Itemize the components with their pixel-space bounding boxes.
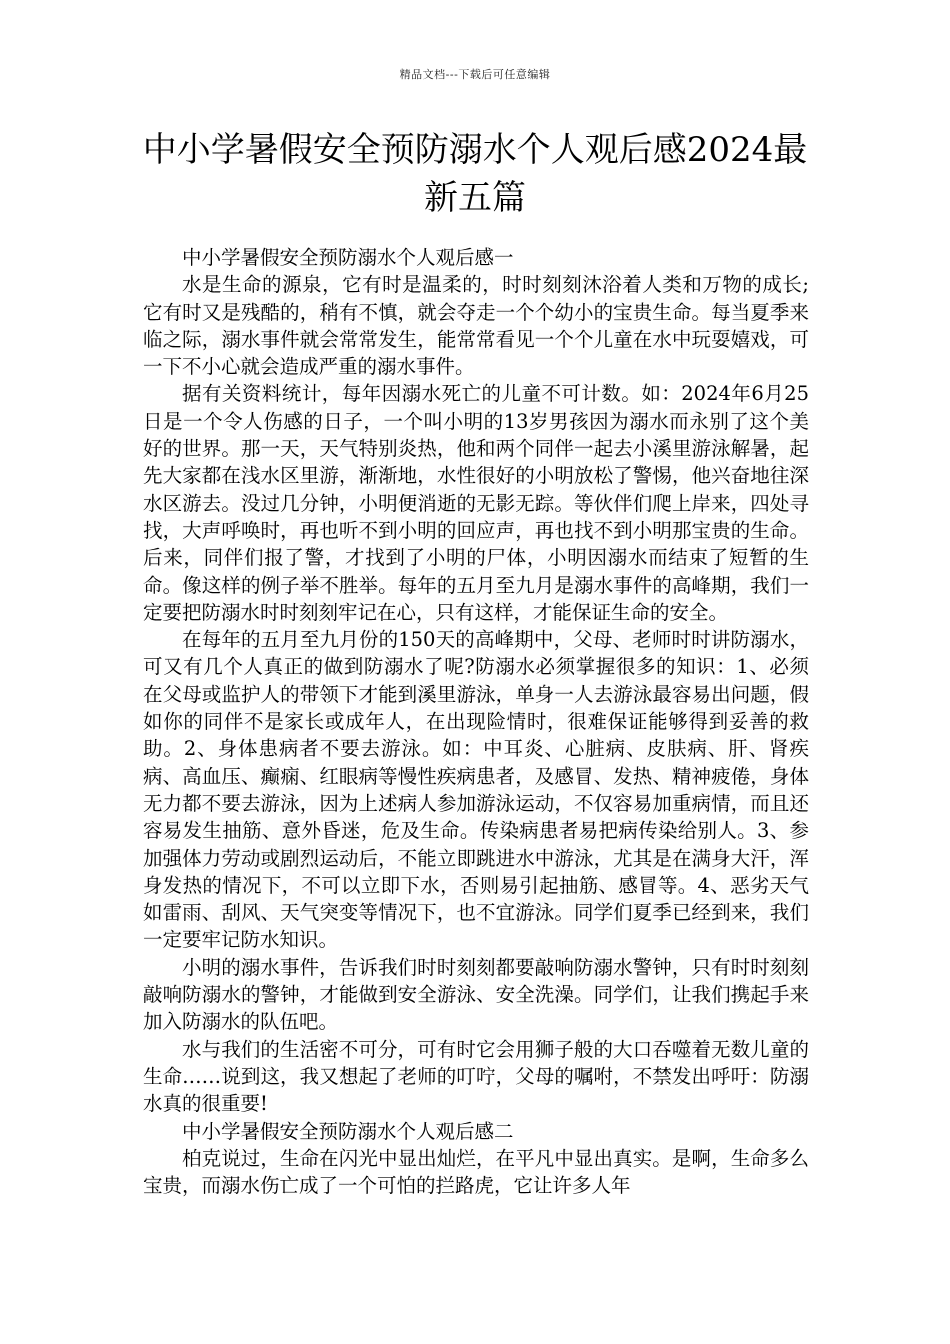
header-note: 精品文档---下载后可任意编辑 [399,68,551,81]
document-body [143,244,809,1199]
document-title: 中小学暑假安全预防溺水个人观后感2024最新五篇 [142,130,808,218]
paragraph: 在每年的五月至九月份的150天的高峰期中，父母、老师时时讲防溺水，可又有几个人真正的做到防溺水了呢?防溺水必须掌握很多的知识：1、必须在父母或监护人的带领下才能到溪里游泳，单身一人去游泳最容易出问题，假如你的同伴不是家长或成年人，在出现险情时，很难保证能够得到妥善的救助。2、身体患病者不要去游泳。如：中耳炎、心脏病、皮肤病、肝、肾疾病、高血压、癫痫、红眼病等慢性疾病患者，及感冒、发热、精神疲倦，身体无力都不要去游泳，因为上述病人参加游泳运动，不仅容易加重病情，而且还容易发生抽筋、意外昏迷，危及生命。传染病患者易把病传染给别人。3、参加强体力劳动或剧烈运动后，不能立即跳进水中游泳，尤其是在满身大汗，浑身发热的情况下，不可以立即下水，否则易引起抽筋、感冒等。4、恶劣天气如雷雨、刮风、天气突变等情况下，也不宜游泳。同学们夏季已经到来，我们一定要牢记防水知识。 [143,628,809,952]
section-heading-1: 中小学暑假安全预防溺水个人观后感一 [182,246,514,269]
section-heading-2: 中小学暑假安全预防溺水个人观后感二 [182,1119,514,1143]
paragraph: 水是生命的源泉，它有时是温柔的，时时刻刻沐浴着人类和万物的成长;它有时又是残酷的，稍有不慎，就会夺走一个个幼小的宝贵生命。每当夏季来临之际，溺水事件就会常常发生，能常常看见一个个儿童在水中玩耍嬉戏，可一下不小心就会造成严重的溺水事件。 [143,273,809,379]
paragraph: 小明的溺水事件，告诉我们时时刻刻都要敲响防溺水警钟，只有时时刻刻敲响防溺水的警钟，才能做到安全游泳、安全洗澡。同学们，让我们携起手来加入防溺水的队伍吧。 [143,955,809,1034]
paragraph: 据有关资料统计，每年因溺水死亡的儿童不可计数。如：2024年6月25日是一个令人伤感的日子，一个叫小明的13岁男孩因为溺水而永别了这个美好的世界。那一天，天气特别炎热，他和两个同伴一起去小溪里游泳解暑，起先大家都在浅水区里游，渐渐地，水性很好的小明放松了警惕，他兴奋地往深水区游去。没过几分钟，小明便消逝的无影无踪。等伙伴们爬上岸来，四处寻找，大声呼唤时，再也听不到小明的回应声，再也找不到小明那宝贵的生命。后来，同伴们报了警，才找到了小明的尸体，小明因溺水而结束了短暂的生命。像这样的例子举不胜举。每年的五月至九月是溺水事件的高峰期，我们一定要把防溺水时时刻刻牢记在心，只有这样，才能保证生命的安全。 [143,382,809,624]
paragraph: 柏克说过，生命在闪光中显出灿烂，在平凡中显出真实。是啊，生命多么宝贵，而溺水伤亡成了一个可怕的拦路虎，它让许多人年 [143,1146,809,1198]
paragraph: 水与我们的生活密不可分，可有时它会用狮子般的大口吞噬着无数儿童的生命……说到这，我又想起了老师的叮咛，父母的嘱咐，不禁发出呼吁：防溺水真的很重要! [143,1037,809,1116]
